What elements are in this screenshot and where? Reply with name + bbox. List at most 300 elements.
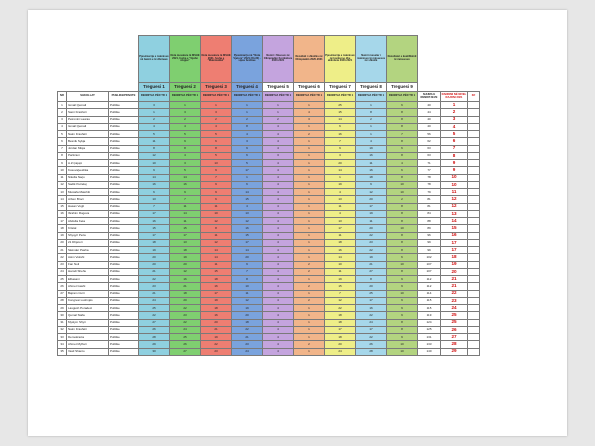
indicator-position: 1 xyxy=(356,123,387,130)
indicator-position: 16 xyxy=(201,312,232,319)
regional-rank: 23 xyxy=(441,297,468,304)
indicator-position: 1 xyxy=(294,319,325,326)
indicator-position: 1 xyxy=(294,189,325,196)
kf-cell xyxy=(468,145,480,152)
row-number: 29 xyxy=(58,305,67,312)
school-name: Lasgush Poradeci xyxy=(67,305,109,312)
table-row xyxy=(58,268,480,275)
school-name: Vasil Shanto xyxy=(67,348,109,355)
indicator-position: 18 xyxy=(325,334,356,341)
indicator-position: 1 xyxy=(294,276,325,283)
indicator-position: 4 xyxy=(263,210,294,217)
indicator-position: 8 xyxy=(387,268,418,275)
sum-value: 124 xyxy=(418,319,441,326)
regional-rank: 12 xyxy=(441,203,468,210)
school-name: Ismail Qemali xyxy=(67,102,109,109)
indicator-position: 13 xyxy=(232,210,263,217)
school-type: Publike xyxy=(109,131,139,138)
sum-value: 84 xyxy=(418,210,441,217)
indicator-position: 24 xyxy=(232,348,263,355)
regional-rank: 2 xyxy=(441,109,468,116)
criterion-8: Numri mesatar i nxënësve të mësuesve në shkollë xyxy=(356,36,387,83)
indicator-position: 1 xyxy=(263,109,294,116)
table-row xyxy=(58,261,480,268)
row-number: 34 xyxy=(58,341,67,348)
indicator-position: 1 xyxy=(294,239,325,246)
kf-cell xyxy=(468,218,480,225)
school-type: Publike xyxy=(109,247,139,254)
row-number: 28 xyxy=(58,297,67,304)
indicator-position: 2 xyxy=(294,341,325,348)
indicator-position: 3 xyxy=(201,109,232,116)
indicator-position: 5 xyxy=(170,131,201,138)
indicator-position: 4 xyxy=(263,326,294,333)
row-number: 12 xyxy=(58,181,67,188)
indicator-position: 1 xyxy=(325,174,356,181)
indicator-position: 23 xyxy=(356,239,387,246)
school-type: Publike xyxy=(109,312,139,319)
indicator-position: 2 xyxy=(294,283,325,290)
indicator-position: 14 xyxy=(325,116,356,123)
indicator-position: 4 xyxy=(263,145,294,152)
indicator-position: 17 xyxy=(232,167,263,174)
criterion-3: Nota mesatare të MSHE 2021, fusha e “Matematikë” xyxy=(201,36,232,83)
indicator-position: 1 xyxy=(294,181,325,188)
indicator-position: 25 xyxy=(170,334,201,341)
indicator-position: 23 xyxy=(170,312,201,319)
indicator-3: Treguesi 3 xyxy=(201,83,232,92)
indicator-position: 22 xyxy=(356,232,387,239)
row-number: 14 xyxy=(58,196,67,203)
indicator-position: 1 xyxy=(294,160,325,167)
regional-rank: 25 xyxy=(441,319,468,326)
indicator-position: 4 xyxy=(263,167,294,174)
indicator-position: 1 xyxy=(294,247,325,254)
kf-cell xyxy=(468,138,480,145)
indicator-position: 23 xyxy=(139,283,170,290)
indicator-position: 12 xyxy=(325,297,356,304)
school-name: Partizani xyxy=(67,152,109,159)
row-number: 19 xyxy=(58,232,67,239)
kf-cell xyxy=(468,210,480,217)
sum-value: 63 xyxy=(418,145,441,152)
indicator-1: Treguesi 1 xyxy=(139,83,170,92)
criterion-9: Rezultatet e kualifikimit të mësuesve xyxy=(387,36,418,83)
indicator-position: 18 xyxy=(139,239,170,246)
sum-value: 81 xyxy=(418,196,441,203)
indicator-position: 1 xyxy=(294,312,325,319)
indicator-position: 20 xyxy=(201,319,232,326)
header-type: PUBLIKE/PRIVATE xyxy=(109,92,139,102)
indicator-position: 1 xyxy=(294,138,325,145)
header-position-1: RENDITJA PËR TR 1 xyxy=(139,92,170,102)
sum-value: 62 xyxy=(418,138,441,145)
row-number: 27 xyxy=(58,290,67,297)
criterion-1: Pjesëmarrja e nxënësve në bazën e të dhënave xyxy=(139,36,170,83)
indicator-position: 22 xyxy=(356,334,387,341)
indicator-position: 1 xyxy=(294,167,325,174)
indicator-position: 4 xyxy=(263,123,294,130)
indicator-position: 9 xyxy=(356,181,387,188)
indicator-position: 15 xyxy=(232,232,263,239)
indicator-position: 4 xyxy=(263,297,294,304)
school-type: Publike xyxy=(109,167,139,174)
header-sum: SHUMA E RENDITJEVE xyxy=(418,92,441,102)
indicator-position: 3 xyxy=(325,152,356,159)
indicator-position: 19 xyxy=(232,305,263,312)
school-type: Publike xyxy=(109,210,139,217)
indicator-position: 9 xyxy=(387,276,418,283)
indicator-position: 27 xyxy=(139,319,170,326)
indicator-position: 15 xyxy=(232,196,263,203)
school-type: Publike xyxy=(109,218,139,225)
kf-cell xyxy=(468,268,480,275)
school-name: Ibrahim Rugova xyxy=(67,210,109,217)
indicator-position: 10 xyxy=(387,261,418,268)
indicator-position: 4 xyxy=(263,131,294,138)
indicator-position: 16 xyxy=(325,247,356,254)
school-name: Besnik Sykja xyxy=(67,138,109,145)
indicator-position: 4 xyxy=(263,334,294,341)
indicator-position: 12 xyxy=(201,239,232,246)
row-number: 16 xyxy=(58,210,67,217)
sum-value: 99 xyxy=(418,247,441,254)
table-row xyxy=(58,334,480,341)
school-name: Hamdi Shehu xyxy=(67,268,109,275)
row-number: 5 xyxy=(58,131,67,138)
indicator-position: 21 xyxy=(356,261,387,268)
table-row xyxy=(58,167,480,174)
school-name: Demokracia xyxy=(67,334,109,341)
row-number: 4 xyxy=(58,123,67,130)
indicator-position: 8 xyxy=(139,145,170,152)
kf-cell xyxy=(468,334,480,341)
sum-value: 115 xyxy=(418,297,441,304)
ranking-table xyxy=(57,35,480,356)
indicator-position: 6 xyxy=(387,102,418,109)
indicator-position: 21 xyxy=(232,334,263,341)
row-number: 3 xyxy=(58,116,67,123)
indicator-position: 11 xyxy=(139,138,170,145)
table-row xyxy=(58,181,480,188)
indicator-position: 14 xyxy=(232,189,263,196)
sum-value: 107 xyxy=(418,261,441,268)
indicator-position: 14 xyxy=(201,247,232,254)
regional-rank: 5 xyxy=(441,131,468,138)
indicator-position: 18 xyxy=(325,239,356,246)
indicator-position: 1 xyxy=(294,232,325,239)
indicator-position: 4 xyxy=(263,181,294,188)
indicator-position: 4 xyxy=(294,109,325,116)
table-row xyxy=(58,225,480,232)
indicator-position: 29 xyxy=(139,341,170,348)
indicator-position: 10 xyxy=(387,189,418,196)
indicator-position: 9 xyxy=(201,167,232,174)
indicator-position: 1 xyxy=(294,196,325,203)
table-row xyxy=(58,203,480,210)
kf-cell xyxy=(468,319,480,326)
kf-cell xyxy=(468,196,480,203)
indicator-position: 16 xyxy=(139,218,170,225)
indicator-5: Treguesi 5 xyxy=(263,83,294,92)
kf-cell xyxy=(468,297,480,304)
school-type: Publike xyxy=(109,109,139,116)
row-number: 35 xyxy=(58,348,67,355)
indicator-position: 10 xyxy=(387,290,418,297)
indicator-position: 9 xyxy=(139,167,170,174)
table-row xyxy=(58,283,480,290)
indicator-position: 1 xyxy=(294,334,325,341)
indicator-position: 1 xyxy=(263,102,294,109)
table-row xyxy=(58,276,480,283)
indicator-position: 6 xyxy=(201,138,232,145)
indicator-position: 8 xyxy=(232,276,263,283)
indicator-position: 4 xyxy=(139,123,170,130)
regional-rank: 17 xyxy=(441,247,468,254)
indicator-position: 8 xyxy=(387,123,418,130)
indicator-position: 19 xyxy=(201,334,232,341)
criterion-6: Rezultati i shkollës në Olimpiadën 2020-2021 xyxy=(294,36,325,83)
indicator-position: 22 xyxy=(232,326,263,333)
sum-value: 40 xyxy=(418,102,441,109)
regional-rank: 10 xyxy=(441,181,468,188)
row-number: 2 xyxy=(58,109,67,116)
indicator-position: 4 xyxy=(263,254,294,261)
row-number: 11 xyxy=(58,174,67,181)
indicator-position: 6 xyxy=(325,123,356,130)
indicator-position: 1 xyxy=(294,348,325,355)
indicator-position: 4 xyxy=(263,225,294,232)
indicator-position: 4 xyxy=(263,276,294,283)
regional-rank: 10 xyxy=(441,174,468,181)
kf-cell xyxy=(468,123,480,130)
indicator-position: 9 xyxy=(387,334,418,341)
indicator-position: 20 xyxy=(139,254,170,261)
indicator-position: 8 xyxy=(387,174,418,181)
indicator-position: 12 xyxy=(232,297,263,304)
regional-rank: 22 xyxy=(441,290,468,297)
regional-rank: 21 xyxy=(441,283,468,290)
kf-cell xyxy=(468,116,480,123)
regional-rank: 16 xyxy=(441,232,468,239)
indicator-position: 15 xyxy=(170,225,201,232)
indicator-position: 6 xyxy=(232,181,263,188)
indicator-position: 15 xyxy=(139,225,170,232)
indicator-position: 8 xyxy=(387,152,418,159)
indicator-position: 3 xyxy=(294,116,325,123)
indicator-position: 5 xyxy=(170,167,201,174)
table-row xyxy=(58,312,480,319)
indicator-position: 22 xyxy=(139,312,170,319)
sum-value: 112 xyxy=(418,283,441,290)
indicator-position: 8 xyxy=(201,145,232,152)
indicator-position: 20 xyxy=(356,225,387,232)
school-name: 21 Dhjetori xyxy=(67,239,109,246)
row-number: 21 xyxy=(58,247,67,254)
indicator-position: 15 xyxy=(201,268,232,275)
indicator-position: 8 xyxy=(232,123,263,130)
school-name: Myslym Shyri xyxy=(67,319,109,326)
row-number: 33 xyxy=(58,334,67,341)
school-type: Publike xyxy=(109,254,139,261)
school-type: Publike xyxy=(109,341,139,348)
kf-cell xyxy=(468,167,480,174)
indicator-position: 9 xyxy=(170,138,201,145)
indicator-position: 1 xyxy=(294,254,325,261)
indicator-position: 22 xyxy=(356,247,387,254)
kf-cell xyxy=(468,160,480,167)
header-kf: KF xyxy=(468,92,480,102)
sum-value: 40 xyxy=(418,116,441,123)
indicator-position: 8 xyxy=(356,109,387,116)
school-type: Publike xyxy=(109,116,139,123)
indicator-position: 14 xyxy=(325,167,356,174)
sum-value: 133 xyxy=(418,341,441,348)
school-name: Asim Vokshi xyxy=(67,254,109,261)
indicator-position: 11 xyxy=(232,290,263,297)
criterion-7: Pjesëmarrja e nxënësve në konkurse dhe aktivitete 2020-2021 xyxy=(325,36,356,83)
table-row xyxy=(58,348,480,355)
indicator-position: 10 xyxy=(139,160,170,167)
regional-rank: 9 xyxy=(441,167,468,174)
indicator-position: 4 xyxy=(232,131,263,138)
indicator-position: 24 xyxy=(325,348,356,355)
table-row xyxy=(58,160,480,167)
indicator-position: 8 xyxy=(387,239,418,246)
kf-cell xyxy=(468,232,480,239)
indicator-position: 1 xyxy=(294,152,325,159)
criteria-row xyxy=(58,36,480,83)
indicator-position: 9 xyxy=(201,189,232,196)
school-type: Publike xyxy=(109,290,139,297)
indicator-position: 9 xyxy=(387,283,418,290)
table-row xyxy=(58,232,480,239)
school-name: A.Z.Çajupi xyxy=(67,160,109,167)
indicator-position: 4 xyxy=(232,203,263,210)
indicator-position: 1 xyxy=(294,145,325,152)
indicator-position: 18 xyxy=(356,174,387,181)
sum-value: 71 xyxy=(418,160,441,167)
indicator-position: 4 xyxy=(170,123,201,130)
row-number: 1 xyxy=(58,102,67,109)
kf-cell xyxy=(468,109,480,116)
sum-value: 112 xyxy=(418,276,441,283)
indicator-position: 8 xyxy=(387,116,418,123)
indicator-position: 26 xyxy=(356,341,387,348)
row-number: 25 xyxy=(58,276,67,283)
school-type: Publike xyxy=(109,102,139,109)
row-number: 8 xyxy=(58,152,67,159)
kf-cell xyxy=(468,174,480,181)
school-type: Publike xyxy=(109,334,139,341)
school-name: Kristal xyxy=(67,225,109,232)
row-number: 24 xyxy=(58,268,67,275)
indicator-position: 3 xyxy=(263,152,294,159)
indicator-4: Treguesi 4 xyxy=(232,83,263,92)
kf-cell xyxy=(468,189,480,196)
school-name: Skënder Pasha xyxy=(67,247,109,254)
indicator-position: 2 xyxy=(201,116,232,123)
indicator-position: 3 xyxy=(139,102,170,109)
indicator-position: 10 xyxy=(387,341,418,348)
regional-rank: 14 xyxy=(441,218,468,225)
indicator-position: 11 xyxy=(201,232,232,239)
indicator-position: 4 xyxy=(263,232,294,239)
school-type: Publike xyxy=(109,225,139,232)
sum-value: 99 xyxy=(418,239,441,246)
regional-rank: 13 xyxy=(441,210,468,217)
kf-cell xyxy=(468,152,480,159)
indicator-position: 2 xyxy=(387,196,418,203)
indicator-position: 18 xyxy=(201,276,232,283)
indicator-position: 22 xyxy=(325,305,356,312)
regional-rank: 11 xyxy=(441,189,468,196)
indicator-position: 4 xyxy=(263,218,294,225)
indicator-position: 13 xyxy=(201,160,232,167)
school-type: Publike xyxy=(109,203,139,210)
indicator-position: 4 xyxy=(263,189,294,196)
header-position-3: RENDITJA PËR TR 1 xyxy=(201,92,232,102)
indicator-position: 1 xyxy=(294,203,325,210)
indicator-position: 24 xyxy=(356,319,387,326)
indicator-position: 4 xyxy=(263,160,294,167)
table-row xyxy=(58,123,480,130)
row-number: 30 xyxy=(58,312,67,319)
indicator-position: 5 xyxy=(232,160,263,167)
school-type: Publike xyxy=(109,268,139,275)
indicator-position: 4 xyxy=(263,261,294,268)
indicator-position: 16 xyxy=(325,131,356,138)
regional-rank: 25 xyxy=(441,312,468,319)
kf-cell xyxy=(468,312,480,319)
indicator-position: 14 xyxy=(325,254,356,261)
indicator-position: 6 xyxy=(387,254,418,261)
row-number: 31 xyxy=(58,319,67,326)
indicator-position: 25 xyxy=(139,305,170,312)
indicator-position: 4 xyxy=(263,203,294,210)
regional-rank: 28 xyxy=(441,341,468,348)
indicator-position: 9 xyxy=(325,145,356,152)
indicator-position: 5 xyxy=(201,152,232,159)
school-name: Ahmet Gashi xyxy=(67,283,109,290)
indicator-position: 1 xyxy=(356,102,387,109)
indicator-position: 9 xyxy=(201,181,232,188)
indicator-position: 22 xyxy=(170,305,201,312)
indicator-9: Treguesi 9 xyxy=(387,83,418,92)
indicator-position: 10 xyxy=(387,225,418,232)
sum-value: 102 xyxy=(418,254,441,261)
header-position-8: RENDITJA PËR TR 1 xyxy=(356,92,387,102)
sum-value: 63 xyxy=(418,152,441,159)
indicator-position: 8 xyxy=(356,276,387,283)
indicator-position: 2 xyxy=(294,131,325,138)
school-name: Jordan Misja xyxy=(67,145,109,152)
indicator-position: 25 xyxy=(325,102,356,109)
header-rank: RANKIMI NË NIVEL RAJONI 2021 xyxy=(441,92,468,102)
indicator-position: 7 xyxy=(325,138,356,145)
school-name: Elbasani xyxy=(67,276,109,283)
indicator-position: 2 xyxy=(263,116,294,123)
indicator-position: 16 xyxy=(139,181,170,188)
indicator-position: 1 xyxy=(356,131,387,138)
header-nr: NR xyxy=(58,92,67,102)
indicator-position: 8 xyxy=(387,319,418,326)
school-type: Publike xyxy=(109,123,139,130)
indicator-position: 8 xyxy=(387,138,418,145)
indicator-position: 9 xyxy=(387,297,418,304)
indicator-position: 18 xyxy=(201,305,232,312)
indicator-position: 15 xyxy=(325,109,356,116)
